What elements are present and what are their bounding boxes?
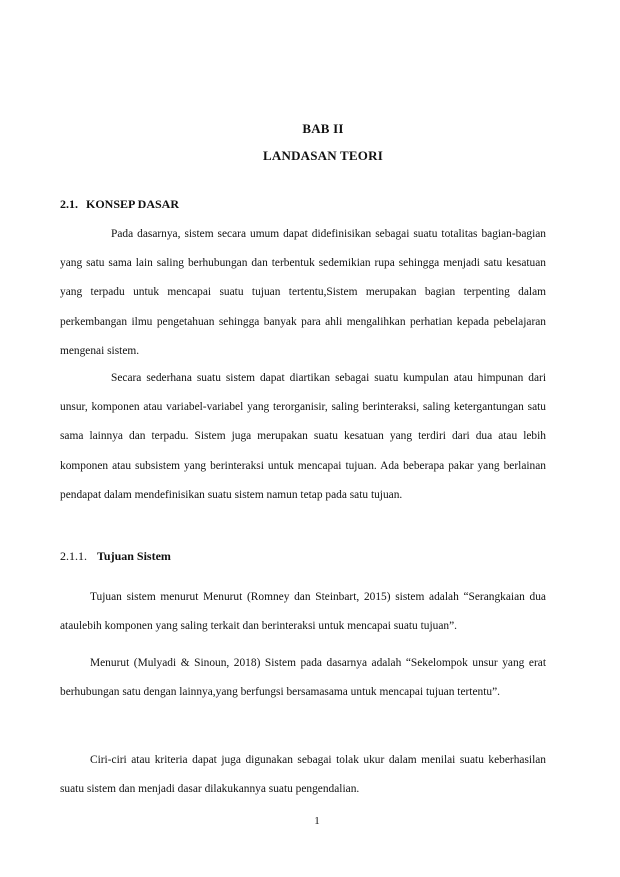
paragraph-tujuan-sistem-2: Menurut (Mulyadi & Sinoun, 2018) Sistem pada dasarnya adalah “Sekelompok unsur yang erat berhubungan satu dengan lainnya,yang berfungsi bersamasama untuk mencapai tujuan tertentu”. [60, 657, 546, 699]
page-number: 1 [314, 815, 320, 827]
paragraph-konsep-dasar-2: Secara sederhana suatu sistem dapat diartikan sebagai suatu kumpulan atau himpunan dari unsur, komponen atau variabel-variabel yang terorganisir, saling berinteraksi, saling ketergantungan satu sama lainnya dan terpadu. Sistem juga merupakan suatu kesatuan yang terdiri dari dua atau lebih komponen atau subsistem yang berinteraksi untuk mencapai tujuan. Ada beberapa pakar yang berlainan pendapat dalam mendefinisikan suatu sistem namun tetap pada satu tujuan. [60, 372, 546, 501]
subsection-title: Tujuan Sistem [97, 549, 171, 563]
paragraph-tujuan-sistem-3: Ciri-ciri atau kriteria dapat juga digunakan sebagai tolak ukur dalam menilai suatu keberhasilan suatu sistem dan menjadi dasar dilakukannya suatu pengendalian. [60, 754, 546, 796]
paragraph-tujuan-sistem-1: Tujuan sistem menurut Menurut (Romney dan Steinbart, 2015) sistem adalah “Serangkaian dua ataulebih komponen yang saling terkait dan berinteraksi untuk mencapai suatu tujuan”. [60, 591, 546, 633]
section-number: 2.1. [60, 197, 78, 211]
subsection-number: 2.1.1. [60, 549, 87, 563]
section-title: KONSEP DASAR [86, 197, 180, 211]
section-heading-2-1-1 [60, 549, 171, 564]
paragraph-konsep-dasar-1: Pada dasarnya, sistem secara umum dapat didefinisikan sebagai suatu totalitas bagian-bagian yang satu sama lain saling berhubungan dan terbentuk sedemikian rupa sehingga menjadi satu kesatuan yang terpadu untuk mencapai suatu tujuan tertentu,Sistem merupakan bagian terpenting dalam perkembangan ilmu pengetahuan sehingga banyak para ahli mengalihkan perhatian kepada pebelajaran mengenai sistem. [60, 228, 546, 357]
chapter-title: LANDASAN TEORI [263, 148, 383, 163]
chapter-number: BAB II [302, 121, 344, 136]
section-heading-2-1 [60, 197, 179, 212]
